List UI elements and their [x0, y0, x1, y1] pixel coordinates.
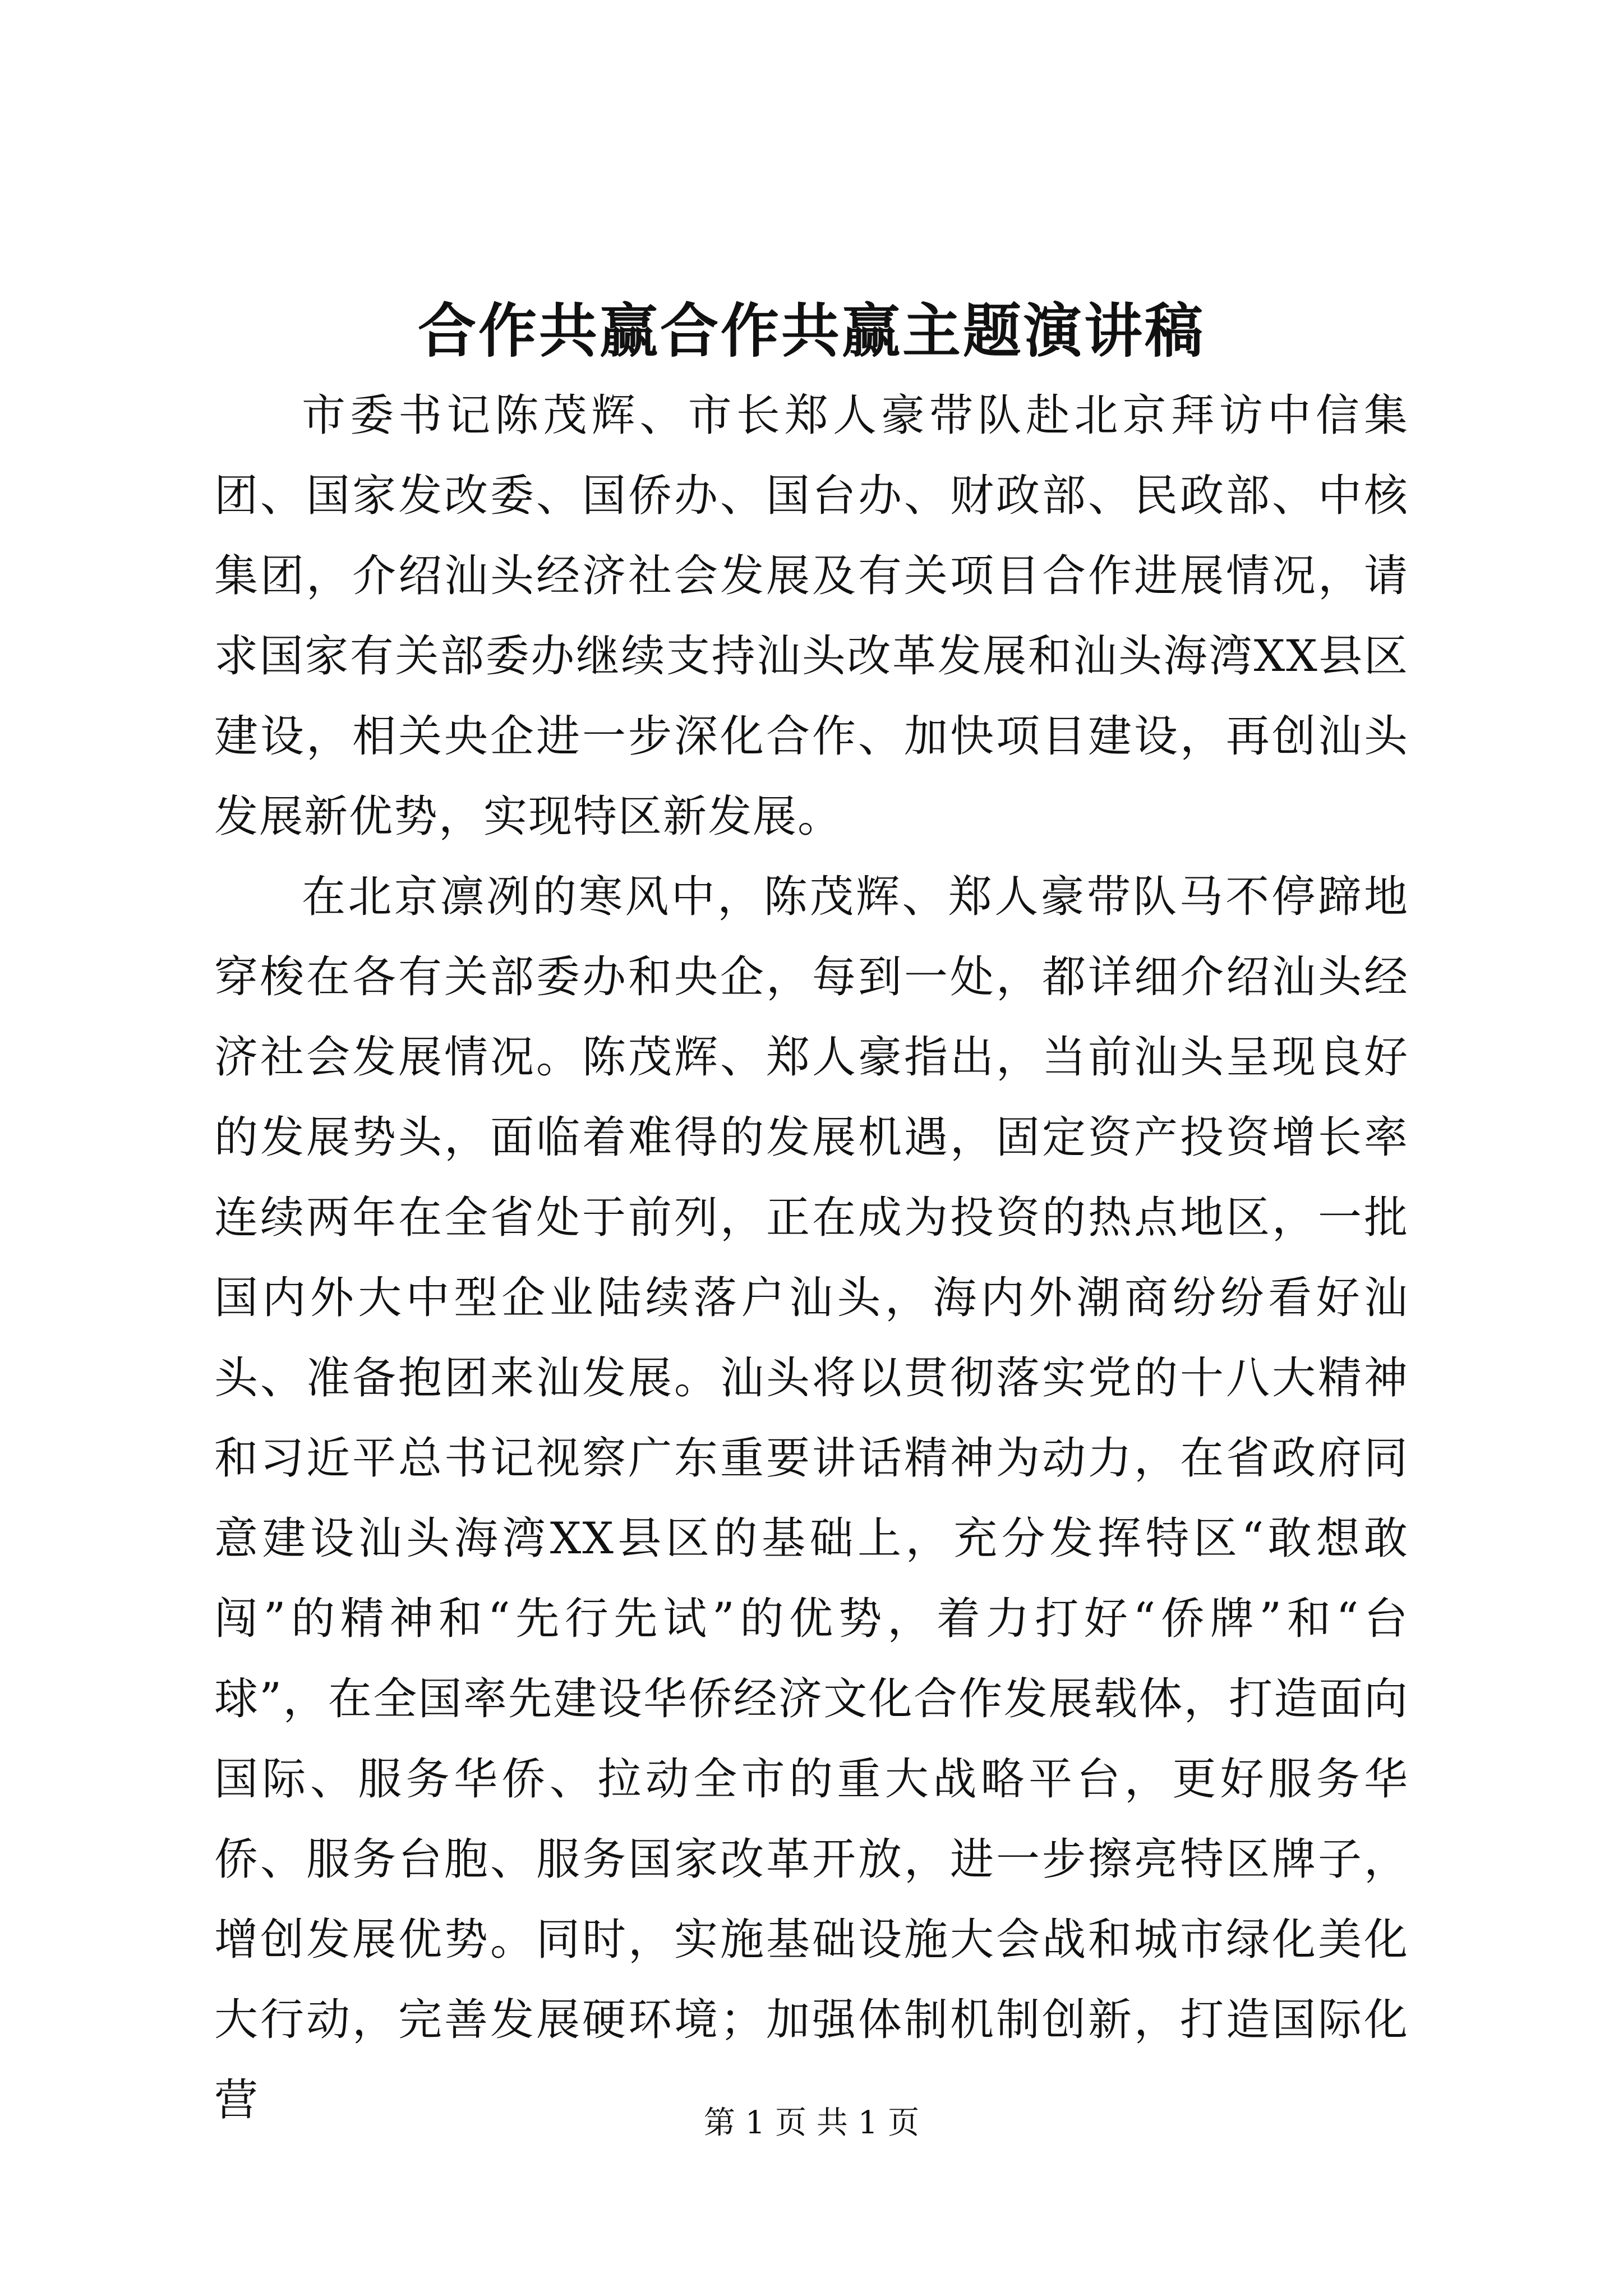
paragraph-1: 市委书记陈茂辉、市长郑人豪带队赴北京拜访中信集团、国家发改委、国侨办、国台办、财政部、民政部、中核集团，介绍汕头经济社会发展及有关项目合作进展情况，请求国家有关部委办继续支持汕头改革发展和汕头海湾XX县区建设，相关央企进一步深化合作、加快项目建设，再创汕头发展新优势，实现特区新发展。 [214, 390, 1409, 842]
page-footer: 第 1 页 共 1 页 [703, 2105, 920, 2141]
paragraph-2: 在北京凛冽的寒风中，陈茂辉、郑人豪带队马不停蹄地穿梭在各有关部委办和央企，每到一处，都详细介绍汕头经济社会发展情况。陈茂辉、郑人豪指出，当前汕头呈现良好的发展势头，面临着难得的发展机遇，固定资产投资增长率连续两年在全省处于前列，正在成为投资的热点地区，一批国内外大中型企业陆续落户汕头，海内外潮商纷纷看好汕头、准备抱团来汕发展。汕头将以贯彻落实党的十八大精神和习近平总书记视察广东重要讲话精神为动力，在省政府同意建设汕头海湾XX县区的基础上，充分发挥特区“敢想敢闯”的精神和“先行先试”的优势，着力打好“侨牌”和“台球”，在全国率先建设华侨经济文化合作发展载体，打造面向国际、服务华侨、拉动全市的重大战略平台，更好服务华侨、服务台胞、服务国家改革开放，进一步擦亮特区牌子，增创发展优势。同时，实施基础设施大会战和城市绿化美化大行动，完善发展硬环境；加强体制机制创新，打造国际化营 [214, 872, 1409, 2125]
document-body [214, 376, 1409, 2141]
document-title: 合作共赢合作共赢主题演讲稿 [417, 296, 1205, 365]
